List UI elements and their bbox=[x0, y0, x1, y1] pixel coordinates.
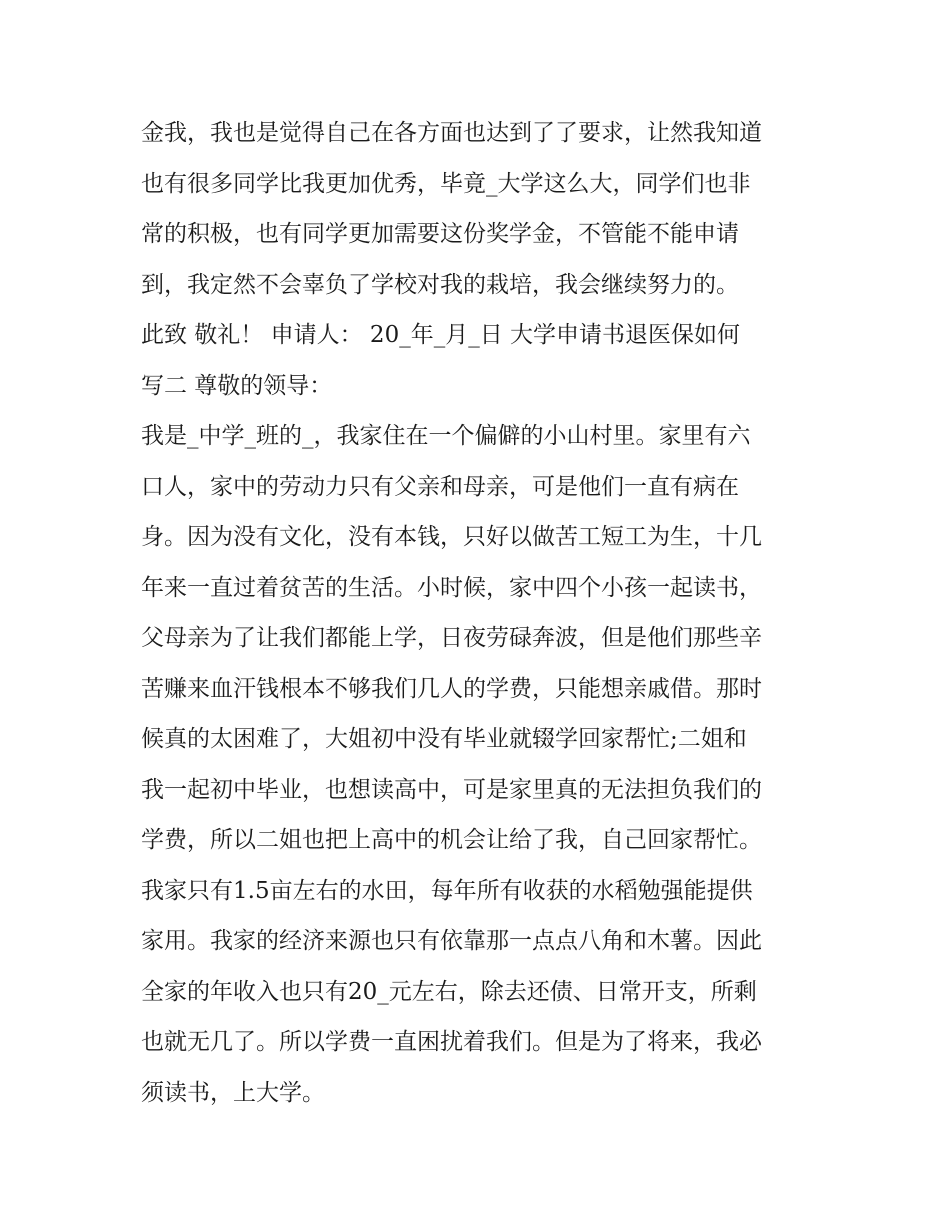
text-line: 年来一直过着贫苦的生活。小时候，家中四个小孩一起读书， bbox=[141, 574, 762, 601]
text-line: 父母亲为了让我们都能上学，日夜劳碌奔波，但是他们那些辛 bbox=[141, 625, 762, 651]
text-line: 常的积极，也有同学更加需要这份奖学金，不管能不能申请 bbox=[141, 221, 739, 247]
text-line: 此致 敬礼！ 申请人： 20_年_月_日 大学申请书退医保如何 bbox=[141, 322, 741, 348]
text-line: 我家只有1.5亩左右的水田，每年所有收获的水稻勉强能提供 bbox=[141, 877, 753, 904]
text-line: 全家的年收入也只有20_元左右，除去还债、日常开支，所剩 bbox=[141, 978, 757, 1005]
text-line: 金我，我也是觉得自己在各方面也达到了了要求，让然我知道 bbox=[141, 120, 762, 146]
text-line: 家用。我家的经济来源也只有依靠那一点点八角和木薯。因此 bbox=[141, 928, 762, 954]
text-line: 身。因为没有文化，没有本钱，只好以做苦工短工为生，十几 bbox=[141, 524, 762, 550]
text-line: 也有很多同学比我更加优秀，毕竟_大学这么大，同学们也非 bbox=[141, 170, 751, 197]
text-line: 写二 尊敬的领导： bbox=[141, 372, 333, 399]
text-line: 我是_中学_班的_，我家住在一个偏僻的小山村里。家里有六 bbox=[141, 423, 751, 449]
text-line: 苦赚来血汗钱根本不够我们几人的学费，只能想亲戚借。那时 bbox=[141, 675, 762, 702]
text-line: 也就无几了。所以学费一直困扰着我们。但是为了将来，我必 bbox=[141, 1029, 762, 1055]
text-line: 候真的太困难了，大姐初中没有毕业就辍学回家帮忙;二姐和 bbox=[141, 726, 747, 752]
text-line: 口人，家中的劳动力只有父亲和母亲，可是他们一直有病在 bbox=[141, 473, 739, 500]
text-line: 学费，所以二姐也把上高中的机会让给了我，自己回家帮忙。 bbox=[141, 827, 762, 853]
body-text bbox=[141, 108, 821, 1118]
text-line: 到，我定然不会辜负了学校对我的栽培，我会继续努力的。 bbox=[141, 271, 739, 298]
text-line: 须读书，上大学。 bbox=[141, 1079, 325, 1106]
text-line: 我一起初中毕业，也想读高中，可是家里真的无法担负我们的 bbox=[141, 776, 762, 803]
